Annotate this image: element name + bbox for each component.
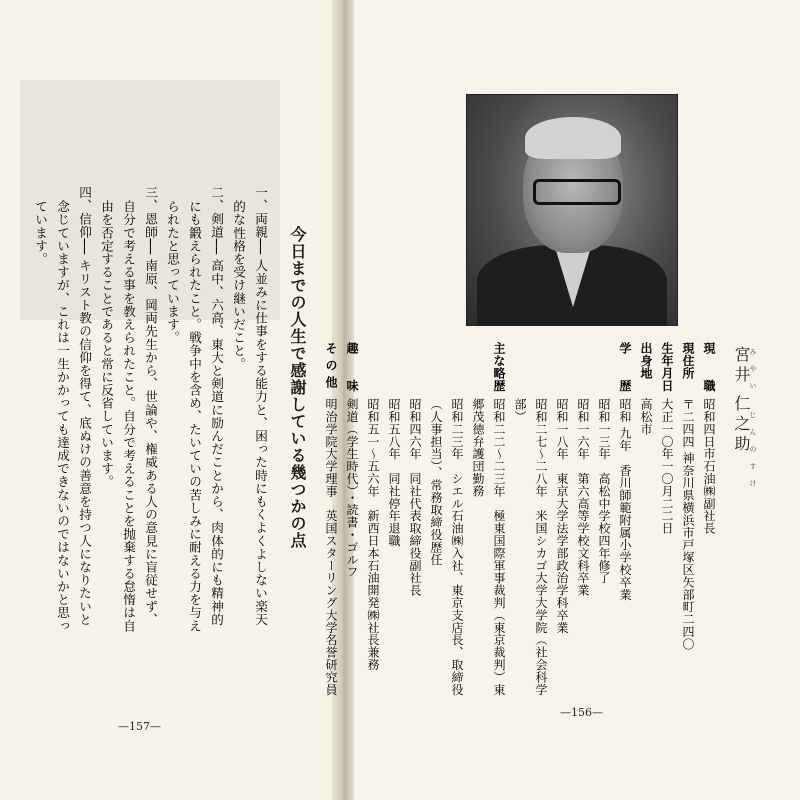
profile-text: 昭和二二～二三年 極東国際軍事裁判（東京裁判）東 <box>492 398 506 696</box>
essay-line: 自分で考える事を教えられたこと。自分で考えることを抛棄する怠惰は自 <box>121 200 136 633</box>
profile-text: 昭和二三年 シエル石油㈱入社、東京支店長、取締役 <box>450 398 464 696</box>
profile-text: 昭和五一～五六年 新西日本石油開発㈱社長兼務 <box>366 398 380 671</box>
essay-line: 念じていますが、これは一生かかっても達成できないのではないかと思っ <box>55 200 70 633</box>
profile-row <box>512 342 527 702</box>
profile-text: 昭和五八年 同社停年退職 <box>387 398 401 547</box>
page-number-right: —156— <box>560 706 603 719</box>
person-name: 宮井 仁之助 <box>732 346 751 456</box>
essay-line: られたと思っています。 <box>165 200 180 345</box>
profile-text: 昭和一三年 高松中学校四年修了 <box>597 398 611 584</box>
essay-line: 的な性格を受け継いだこと。 <box>231 200 246 371</box>
profile-text: 昭和 九年 香川師範附属小学校卒業 <box>618 398 632 601</box>
profile-block <box>324 342 716 702</box>
profile-row <box>617 342 632 702</box>
profile-text: 昭和四日市石油㈱副社長 <box>702 398 716 535</box>
profile-row <box>533 342 548 702</box>
profile-row <box>449 342 464 702</box>
profile-row <box>428 342 443 702</box>
portrait-photo <box>466 94 678 326</box>
profile-label: 生年月日 <box>660 342 674 392</box>
profile-label: 趣 味 <box>345 342 359 392</box>
profile-label: 出身地 <box>639 342 653 380</box>
profile-text: 郷茂徳弁護団勤務 <box>471 398 485 498</box>
profile-text: 明治学院大学理事 英国スターリング大学名誉研究員 <box>324 398 338 696</box>
essay-line: 一、両親── 人並みに仕事をする能力と、困った時にもくよくよしない楽天 <box>253 186 268 626</box>
profile-row <box>386 342 401 702</box>
profile-text: 大正一〇年一〇月二二日 <box>660 398 674 535</box>
profile-text: 昭和四六年 同社代表取締役副社長 <box>408 398 422 597</box>
profile-text: 昭和一八年 東京大学法学部政治学科卒業 <box>555 398 569 634</box>
portrait-glasses <box>533 179 621 205</box>
profile-row <box>407 342 422 702</box>
profile-row <box>323 342 338 702</box>
profile-text: 〒二四四 神奈川県横浜市戸塚区矢部町二四〇 <box>681 398 695 651</box>
essay-line: 二、剣道── 高中、六高、東大と剣道に励んだことから、肉体的にも精神的 <box>209 186 224 626</box>
page-number-left: —157— <box>118 720 161 733</box>
profile-row <box>638 342 653 702</box>
profile-row <box>491 342 506 702</box>
profile-row <box>575 342 590 702</box>
name-kana: みやい じんのすけ <box>749 348 757 497</box>
essay-line: ています。 <box>33 200 48 266</box>
profile-text: 昭和二七～二八年 米国シカゴ大学大学院（社会科学 <box>534 398 548 696</box>
profile-row <box>365 342 380 702</box>
profile-label: 現 職 <box>702 342 716 392</box>
essay-line: 三、恩師── 南原、岡両先生から、世論や、権威ある人の意見に盲従せず、 <box>143 186 158 626</box>
essay-body <box>33 186 268 666</box>
profile-row <box>554 342 569 702</box>
profile-text: 部） <box>513 398 527 423</box>
profile-text: 剣道（学生時代）・読書・ゴルフ <box>345 398 359 578</box>
essay-line: にも鍛えられたこと。戦争中を含め、たいていの苦しみに耐える力を与え <box>187 200 202 633</box>
profile-row <box>344 342 359 702</box>
profile-row <box>659 342 674 702</box>
essay-title: 今日までの人生で感謝している幾つかの点 <box>288 226 307 549</box>
essay-line: 四、信仰── キリスト教の信仰を得て、底ぬけの善意を持つ人になりたいと <box>77 186 92 626</box>
profile-row <box>680 342 695 702</box>
portrait-hair <box>525 117 621 159</box>
profile-row <box>470 342 485 702</box>
profile-text: 昭和一六年 第六高等学校文科卒業 <box>576 398 590 597</box>
profile-label: そ の 他 <box>324 342 338 389</box>
profile-text: （人事担当）、常務取締役歴任 <box>429 398 443 566</box>
profile-text: 高松市 <box>639 398 653 436</box>
essay-line: 由を否定することであると常に反省しています。 <box>99 200 114 489</box>
profile-label: 現住所 <box>681 342 695 380</box>
profile-row <box>701 342 716 702</box>
profile-label: 学 歴 <box>618 342 632 392</box>
profile-label: 主な略歴 <box>492 342 506 392</box>
profile-row <box>596 342 611 702</box>
